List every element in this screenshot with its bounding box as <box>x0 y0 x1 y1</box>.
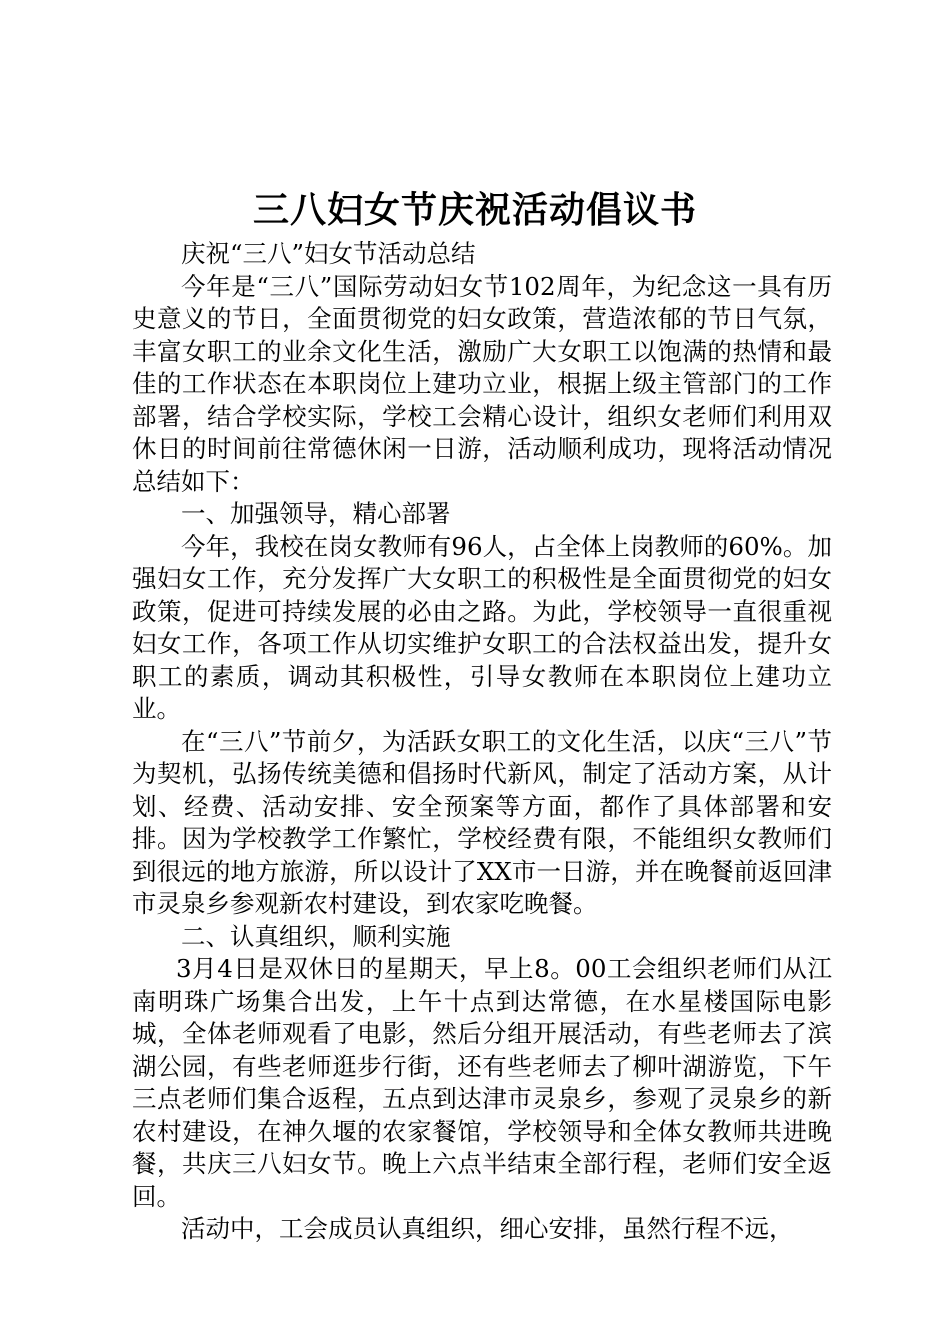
document-body <box>132 238 832 1246</box>
section-heading-2: 二、认真组织，顺利实施 <box>181 921 451 951</box>
paragraph-section-1a: 今年，我校在岗女教师有96人，占全体上岗教师的60%。加强妇女工作，充分发挥广大女职工的积极性是全面贯彻党的妇女政策，促进可持续发展的必由之路。为此，学校领导一直很重视妇女工作，各项工作从切实维护女职工的合法权益出发，提升女职工的素质，调动其积极性，引导女教师在本职岗位上建功立业。 <box>132 531 832 723</box>
paragraph-section-2b: 活动中，工会成员认真组织，细心安排，虽然行程不远， <box>181 1214 794 1243</box>
paragraph-intro: 今年是“三八”国际劳动妇女节102周年，为纪念这一具有历史意义的节日，全面贯彻党的妇女政策，营造浓郁的节日气氛，丰富女职工的业余文化生活，激励广大女职工以饱满的热情和最佳的工作状态在本职岗位上建功立业，根据上级主管部门的工作部署，结合学校实际，学校工会精心设计，组织女老师们利用双休日的时间前往常德休闲一日游，活动顺利成功，现将活动情况总结如下： <box>132 271 832 496</box>
paragraph-section-1b: 在“三八”节前夕，为活跃女职工的文化生活，以庆“三八”节为契机，弘扬传统美德和倡扬时代新风，制定了活动方案，从计划、经费、活动安排、安全预案等方面，都作了具体部署和安排。因为学校教学工作繁忙，学校经费有限，不能组织女教师们到很远的地方旅游，所以设计了XX市一日游，并在晚餐前返回津市灵泉乡参观新农村建设，到农家吃晚餐。 <box>132 726 832 918</box>
document-title: 三八妇女节庆祝活动倡议书 <box>252 189 697 231</box>
paragraph-subtitle: 庆祝“三八”妇女节活动总结 <box>181 239 476 268</box>
section-heading-1: 一、加强领导，精心部署 <box>181 499 451 528</box>
paragraph-section-2a: 3月4日是双休日的星期天，早上8。00工会组织老师们从江南明珠广场集合出发，上午十点到达常德，在水星楼国际电影城，全体老师观看了电影，然后分组开展活动，有些老师去了滨湖公园，有些老师逛步行街，还有些老师去了柳叶湖游览，下午三点老师们集合返程，五点到达津市灵泉乡，参观了灵泉乡的新农村建设，在神久堰的农家餐馆，学校领导和全体女教师共进晚餐，共庆三八妇女节。晚上六点半结束全部行程，老师们安全返回。 <box>132 954 832 1211</box>
